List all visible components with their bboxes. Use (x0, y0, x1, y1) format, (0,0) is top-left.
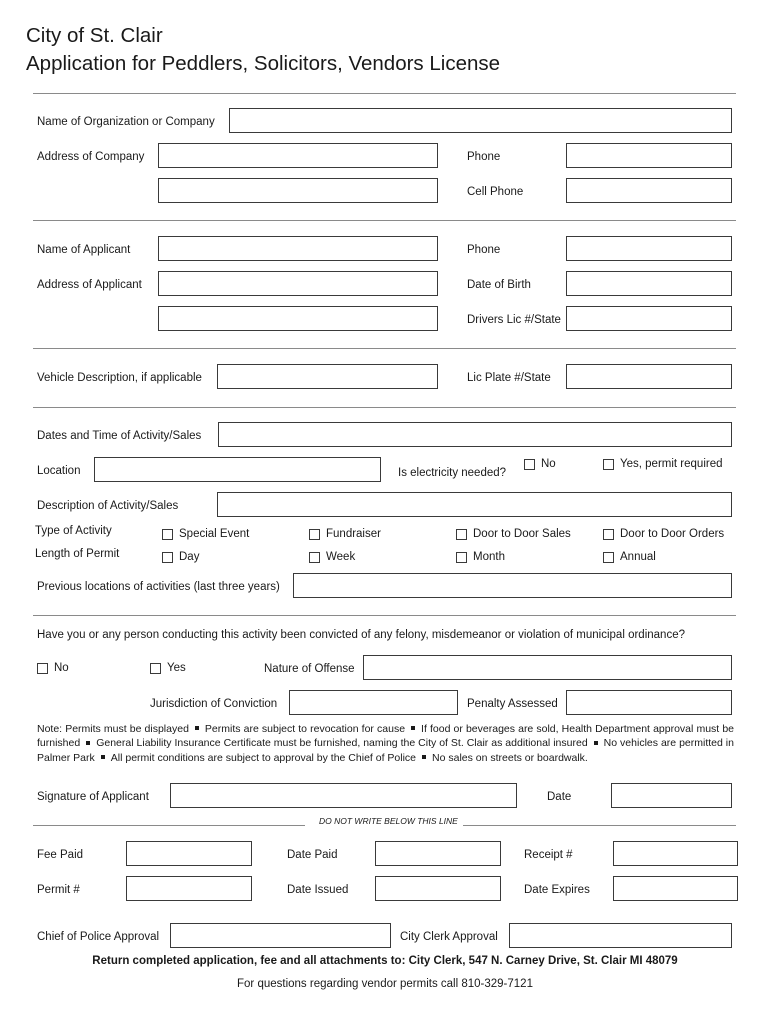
conviction-question: Have you or any person conducting this activity been convicted of any felony, misdemeanor or violation of municipal ordinance? (37, 629, 685, 641)
type-door-orders-option[interactable] (603, 527, 724, 541)
option-label: Week (326, 551, 356, 563)
permit-length-label: Length of Permit (35, 548, 120, 560)
option-label: Day (179, 551, 200, 563)
length-week-option[interactable] (309, 550, 355, 564)
checkbox[interactable] (603, 529, 614, 540)
permit-notes (37, 722, 734, 765)
organization-name-input[interactable] (229, 108, 732, 133)
note-item: No sales on streets or boardwalk. (432, 751, 588, 764)
offense-input[interactable] (363, 655, 732, 680)
note-prefix: Note: (37, 723, 63, 735)
length-day-option[interactable] (162, 550, 199, 564)
company-address-input-2[interactable] (158, 178, 438, 203)
activity-description-input[interactable] (217, 492, 732, 517)
applicant-address-input-1[interactable] (158, 271, 438, 296)
do-not-write-notice: DO NOT WRITE BELOW THIS LINE (319, 816, 458, 826)
police-approval-input[interactable] (170, 923, 391, 948)
divider (33, 407, 736, 408)
applicant-address-label: Address of Applicant (37, 279, 142, 291)
bullet-icon (101, 755, 105, 759)
checkbox[interactable] (37, 663, 48, 674)
applicant-phone-label: Phone (467, 244, 501, 256)
divider (33, 825, 305, 826)
activity-dates-input[interactable] (218, 422, 732, 447)
divider (33, 220, 736, 221)
date-paid-label: Date Paid (287, 849, 338, 861)
applicant-name-input[interactable] (158, 236, 438, 261)
checkbox[interactable] (162, 552, 173, 563)
form-title-application: Application for Peddlers, Solicitors, Vendors License (26, 52, 501, 75)
option-label: Fundraiser (326, 528, 381, 540)
signature-input[interactable] (170, 783, 517, 808)
jurisdiction-input[interactable] (289, 690, 458, 715)
checkbox[interactable] (603, 552, 614, 563)
company-phone-input[interactable] (566, 143, 732, 168)
permit-number-input[interactable] (126, 876, 252, 901)
vehicle-description-label: Vehicle Description, if applicable (37, 372, 202, 384)
signature-date-input[interactable] (611, 783, 732, 808)
note-item: No vehicles are permitted in Palmer Park (37, 737, 734, 764)
conviction-no-option[interactable] (37, 661, 69, 675)
type-special-event-option[interactable] (162, 527, 249, 541)
note-item: General Liability Insurance Certificate must be furnished, naming the City of St. Clair as additional insured (96, 737, 588, 750)
option-label: Yes (167, 662, 186, 674)
receipt-input[interactable] (613, 841, 738, 866)
divider (463, 825, 736, 826)
cell-phone-label: Cell Phone (467, 186, 524, 198)
return-instructions: Return completed application, fee and all attachments to: City Clerk, 547 N. Carney Drive, St. Clair MI 48079 (92, 955, 678, 967)
divider (33, 93, 736, 94)
date-issued-label: Date Issued (287, 884, 349, 896)
option-label: Door to Door Orders (620, 528, 725, 540)
police-approval-label: Chief of Police Approval (37, 931, 160, 943)
plate-label: Lic Plate #/State (467, 372, 551, 384)
electricity-yes-option[interactable] (603, 457, 723, 471)
option-label: Annual (620, 551, 656, 563)
activity-dates-label: Dates and Time of Activity/Sales (37, 430, 202, 442)
cell-phone-input[interactable] (566, 178, 732, 203)
electricity-question: Is electricity needed? (398, 467, 507, 479)
checkbox[interactable] (309, 552, 320, 563)
divider (33, 348, 736, 349)
company-address-input-1[interactable] (158, 143, 438, 168)
length-annual-option[interactable] (603, 550, 656, 564)
drivers-license-input[interactable] (566, 306, 732, 331)
option-label: Month (473, 551, 505, 563)
activity-type-label: Type of Activity (35, 525, 112, 537)
clerk-approval-input[interactable] (509, 923, 732, 948)
option-label: Yes, permit required (620, 458, 723, 470)
applicant-name-label: Name of Applicant (37, 244, 131, 256)
conviction-yes-option[interactable] (150, 661, 186, 675)
bullet-icon (422, 755, 426, 759)
type-door-sales-option[interactable] (456, 527, 571, 541)
bullet-icon (411, 726, 415, 730)
checkbox[interactable] (150, 663, 161, 674)
permit-number-label: Permit # (37, 884, 80, 896)
location-label: Location (37, 465, 81, 477)
option-label: No (541, 458, 556, 470)
vehicle-description-input[interactable] (217, 364, 438, 389)
drivers-license-label: Drivers Lic #/State (467, 314, 561, 326)
date-issued-input[interactable] (375, 876, 501, 901)
date-of-birth-label: Date of Birth (467, 279, 531, 291)
questions-contact: For questions regarding vendor permits call 810-329-7121 (237, 978, 533, 990)
electricity-no-option[interactable] (524, 457, 556, 471)
checkbox[interactable] (309, 529, 320, 540)
date-paid-input[interactable] (375, 841, 501, 866)
note-item: Permits are subject to revocation for cause (204, 723, 406, 735)
type-fundraiser-option[interactable] (309, 527, 381, 541)
option-label: Special Event (179, 528, 250, 540)
checkbox[interactable] (603, 459, 614, 470)
checkbox[interactable] (162, 529, 173, 540)
plate-input[interactable] (566, 364, 732, 389)
option-label: No (54, 662, 69, 674)
clerk-approval-label: City Clerk Approval (400, 931, 498, 943)
company-phone-label: Phone (467, 151, 501, 163)
penalty-label: Penalty Assessed (467, 698, 558, 710)
signature-date-label: Date (547, 791, 572, 803)
receipt-label: Receipt # (524, 849, 573, 861)
divider (33, 615, 736, 616)
previous-locations-label: Previous locations of activities (last three years) (37, 581, 280, 593)
note-item: All permit conditions are subject to approval by the Chief of Police (110, 751, 417, 764)
checkbox[interactable] (456, 552, 467, 563)
date-expires-label: Date Expires (524, 884, 590, 896)
jurisdiction-label: Jurisdiction of Conviction (150, 698, 278, 710)
date-of-birth-input[interactable] (566, 271, 732, 296)
bullet-icon (594, 741, 598, 745)
checkbox[interactable] (456, 529, 467, 540)
form-title-city: City of St. Clair (26, 24, 163, 47)
activity-description-label: Description of Activity/Sales (37, 500, 179, 512)
signature-label: Signature of Applicant (37, 791, 149, 803)
penalty-input[interactable] (566, 690, 732, 715)
bullet-icon (195, 726, 199, 730)
note-item: Permits must be displayed (65, 723, 189, 735)
length-month-option[interactable] (456, 550, 505, 564)
applicant-address-input-2[interactable] (158, 306, 438, 331)
fee-paid-label: Fee Paid (37, 849, 84, 861)
company-address-label: Address of Company (37, 151, 145, 163)
previous-locations-input[interactable] (293, 573, 732, 598)
checkbox[interactable] (524, 459, 535, 470)
applicant-phone-input[interactable] (566, 236, 732, 261)
organization-name-label: Name of Organization or Company (37, 116, 215, 128)
date-expires-input[interactable] (613, 876, 738, 901)
offense-label: Nature of Offense (264, 663, 355, 675)
location-input[interactable] (94, 457, 381, 482)
bullet-icon (86, 741, 90, 745)
option-label: Door to Door Sales (473, 528, 571, 540)
note-item: If food or beverages are sold, Health Department approval must be furnished (37, 723, 734, 750)
fee-paid-input[interactable] (126, 841, 252, 866)
